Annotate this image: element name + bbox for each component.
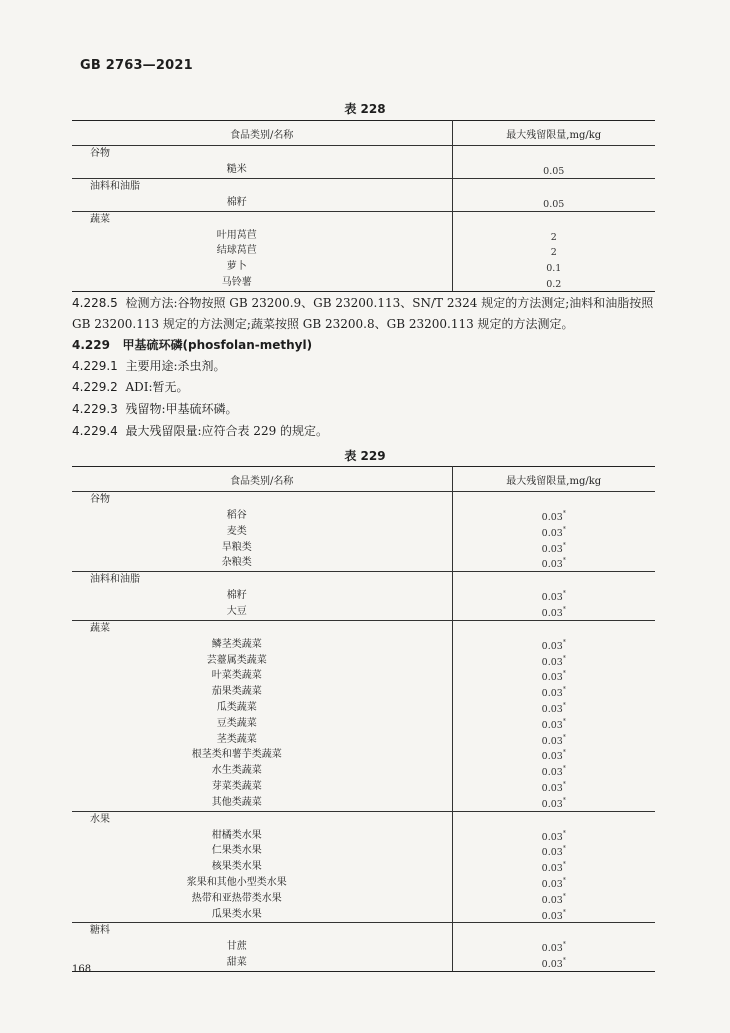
category-value-spacer (453, 212, 656, 228)
food-name: 萝卜 (226, 261, 247, 273)
mrl-value (453, 195, 656, 211)
table-228-caption: 表 228 (344, 102, 386, 116)
provisional-mark: * (562, 638, 566, 646)
mrl-number: 0.2 (546, 278, 562, 290)
mrl-number: 0.03 (541, 640, 563, 652)
mrl-number: 0.03 (541, 543, 563, 555)
mrl-value (453, 955, 656, 971)
food-name: 大豆 (226, 605, 247, 617)
category-cell (72, 923, 452, 972)
category-name: 油料和油脂 (90, 574, 140, 586)
mrl-number: 0.03 (541, 656, 563, 668)
category-value-spacer (453, 812, 656, 828)
category-name: 油料和油脂 (90, 180, 140, 192)
mrl-value (453, 588, 656, 604)
food-name: 甘蔗 (226, 941, 247, 953)
clause-text: 最大残留限量:应符合表 229 的规定。 (125, 424, 329, 438)
food-name: 柑橘类水果 (211, 829, 262, 841)
food-name: 甜菜 (226, 957, 247, 969)
provisional-mark: * (562, 796, 566, 804)
mrl-number: 0.03 (541, 607, 563, 619)
category-cell (72, 620, 452, 811)
food-name: 芸薹属类蔬菜 (206, 654, 267, 666)
mrl-number: 0.03 (541, 592, 563, 604)
food-name: 豆类蔬菜 (216, 717, 257, 729)
document-id-header: GB 2763—2021 (80, 58, 193, 73)
provisional-mark: * (562, 957, 566, 965)
value-cell (452, 620, 655, 811)
clause-text: 检测方法:谷物按照 GB 23200.9、GB 23200.113、SN/T 2324 规定的方法测定;油料和油脂按照 GB 23200.113 规定的方法测定;蔬菜按照 GB 23200.8、GB 23200.113 规定的方法测定。 (72, 296, 654, 331)
paragraph-4-228-5 (72, 293, 662, 335)
clause-number: 4.229.3 (72, 402, 118, 416)
category-name: 谷物 (90, 148, 110, 159)
category-row (72, 211, 655, 291)
column-header-name: 食品类别/名称 (72, 121, 452, 146)
food-name: 仁果类水果 (211, 845, 262, 857)
provisional-mark: * (562, 780, 566, 788)
mrl-number: 0.05 (543, 198, 565, 210)
provisional-mark: * (562, 861, 566, 869)
food-name: 水生类蔬菜 (211, 765, 262, 777)
mrl-number: 0.03 (541, 672, 563, 684)
category-value-spacer (453, 572, 656, 588)
value-cell (452, 211, 655, 291)
provisional-mark: * (562, 654, 566, 662)
mrl-number: 0.03 (541, 735, 563, 747)
category-cell (72, 572, 452, 621)
mrl-number: 0.03 (541, 719, 563, 731)
paragraph-4-229-1 (72, 356, 662, 377)
mrl-number: 0.03 (541, 512, 563, 523)
mrl-number: 2 (550, 231, 557, 243)
column-header-name: 食品类别/名称 (72, 467, 452, 492)
value-cell (452, 492, 655, 572)
category-row (72, 923, 655, 972)
food-name: 杂粮类 (221, 557, 252, 569)
table-228 (72, 120, 655, 292)
category-row (72, 620, 655, 811)
mrl-value (453, 228, 656, 244)
category-value-spacer (453, 621, 656, 637)
mrl-value (453, 779, 656, 795)
provisional-mark: * (562, 733, 566, 741)
table-229 (72, 466, 655, 972)
category-value-spacer (453, 179, 656, 195)
mrl-number: 0.05 (543, 166, 565, 177)
category-row (72, 572, 655, 621)
mrl-value (453, 259, 656, 275)
food-name: 棉籽 (226, 196, 247, 208)
food-name: 叶用莴苣 (216, 229, 257, 241)
category-name: 蔬菜 (90, 622, 110, 634)
provisional-mark: * (562, 876, 566, 884)
mrl-value (453, 684, 656, 700)
table-229-caption: 表 229 (344, 449, 386, 463)
provisional-mark: * (562, 701, 566, 709)
mrl-value (453, 653, 656, 669)
paragraph-4-229-2 (72, 377, 662, 398)
provisional-mark: * (562, 510, 566, 517)
food-name: 芽菜类蔬菜 (211, 780, 262, 792)
category-row (72, 146, 655, 179)
category-row (72, 492, 655, 572)
mrl-value (453, 859, 656, 875)
category-cell (72, 492, 452, 572)
clause-text: 残留物:甲基硫环磷。 (125, 402, 238, 416)
food-name: 马铃薯 (221, 276, 252, 288)
category-name: 水果 (90, 813, 110, 825)
mrl-value (453, 508, 656, 524)
mrl-value (453, 604, 656, 620)
category-value-spacer (453, 923, 656, 939)
mrl-value (453, 275, 656, 291)
provisional-mark: * (562, 541, 566, 549)
food-name: 结球莴苣 (216, 245, 257, 257)
food-name: 瓜类蔬菜 (216, 701, 257, 713)
value-cell (452, 178, 655, 211)
mrl-value (453, 747, 656, 763)
mrl-value (453, 875, 656, 891)
provisional-mark: * (562, 765, 566, 773)
mrl-value (453, 540, 656, 556)
mrl-value (453, 162, 656, 178)
food-name: 浆果和其他小型类水果 (186, 876, 287, 888)
category-value-spacer (453, 492, 656, 508)
section-number: 4.229 (72, 338, 110, 352)
section-title: 甲基硫环磷(phosfolan-methyl) (122, 338, 313, 352)
mrl-value (453, 668, 656, 684)
clause-number: 4.229.1 (72, 359, 118, 373)
mrl-number: 0.03 (541, 863, 563, 875)
provisional-mark: * (562, 941, 566, 949)
paragraph-4-229-4 (72, 421, 662, 442)
section-4-229-heading (72, 335, 662, 356)
provisional-mark: * (562, 829, 566, 837)
clause-number: 4.228.5 (72, 296, 118, 310)
category-name: 谷物 (90, 494, 110, 505)
value-cell (452, 811, 655, 923)
mrl-number: 0.03 (541, 559, 563, 571)
page-number: 168 (72, 964, 92, 975)
value-cell (452, 923, 655, 972)
mrl-number: 0.03 (541, 703, 563, 715)
food-name: 鳞茎类蔬菜 (211, 638, 262, 650)
mrl-number: 0.03 (541, 751, 563, 763)
category-cell (72, 211, 452, 291)
mrl-value (453, 907, 656, 923)
mrl-value (453, 939, 656, 955)
mrl-value (453, 243, 656, 259)
mrl-value (453, 891, 656, 907)
food-name: 麦类 (226, 525, 247, 537)
mrl-number: 0.03 (541, 847, 563, 859)
food-name: 核果类水果 (211, 861, 262, 873)
mrl-value (453, 555, 656, 571)
column-header-mrl: 最大残留限量,mg/kg (452, 467, 655, 492)
provisional-mark: * (562, 749, 566, 757)
food-name: 热带和亚热带类水果 (191, 892, 282, 904)
food-name: 其他类蔬菜 (211, 796, 262, 808)
provisional-mark: * (562, 557, 566, 565)
food-name: 根茎类和薯芋类蔬菜 (191, 749, 282, 761)
provisional-mark: * (562, 892, 566, 900)
food-name: 稻谷 (226, 510, 247, 521)
category-value-spacer (453, 146, 656, 162)
category-row (72, 811, 655, 923)
category-cell (72, 146, 452, 179)
category-name: 糖料 (90, 925, 110, 937)
category-cell (72, 811, 452, 923)
provisional-mark: * (562, 717, 566, 725)
mrl-number: 0.03 (541, 767, 563, 779)
food-name: 瓜果类水果 (211, 908, 262, 920)
provisional-mark: * (562, 845, 566, 853)
mrl-value (453, 716, 656, 732)
mrl-value (453, 637, 656, 653)
mrl-value (453, 700, 656, 716)
value-cell (452, 146, 655, 179)
paragraph-4-229-3 (72, 399, 662, 420)
mrl-number: 0.03 (541, 943, 563, 955)
mrl-number: 0.03 (541, 782, 563, 794)
food-name: 茄果类蔬菜 (211, 686, 262, 698)
category-cell (72, 178, 452, 211)
category-name: 蔬菜 (90, 213, 110, 225)
mrl-number: 2 (550, 247, 557, 259)
mrl-value (453, 732, 656, 748)
mrl-number: 0.03 (541, 688, 563, 700)
category-row (72, 178, 655, 211)
mrl-value (453, 763, 656, 779)
value-cell (452, 572, 655, 621)
clause-text: ADI:暂无。 (125, 380, 189, 394)
mrl-value (453, 524, 656, 540)
provisional-mark: * (562, 525, 566, 533)
mrl-number: 0.03 (541, 527, 563, 539)
provisional-mark: * (562, 908, 566, 916)
mrl-number: 0.1 (546, 263, 562, 275)
mrl-value (453, 828, 656, 844)
food-name: 糙米 (226, 164, 247, 175)
clause-text: 主要用途:杀虫剂。 (125, 359, 226, 373)
provisional-mark: * (562, 686, 566, 694)
mrl-number: 0.03 (541, 894, 563, 906)
mrl-number: 0.03 (541, 831, 563, 843)
food-name: 棉籽 (226, 590, 247, 602)
food-name: 叶菜类蔬菜 (211, 670, 262, 682)
mrl-value (453, 795, 656, 811)
mrl-number: 0.03 (541, 798, 563, 810)
provisional-mark: * (562, 670, 566, 678)
mrl-value (453, 843, 656, 859)
mrl-number: 0.03 (541, 959, 563, 971)
food-name: 旱粮类 (221, 541, 252, 553)
mrl-number: 0.03 (541, 878, 563, 890)
column-header-mrl: 最大残留限量,mg/kg (452, 121, 655, 146)
mrl-number: 0.03 (541, 910, 563, 922)
provisional-mark: * (562, 590, 566, 598)
clause-number: 4.229.4 (72, 424, 118, 438)
food-name: 茎类蔬菜 (216, 733, 257, 745)
provisional-mark: * (562, 605, 566, 613)
clause-number: 4.229.2 (72, 380, 118, 394)
